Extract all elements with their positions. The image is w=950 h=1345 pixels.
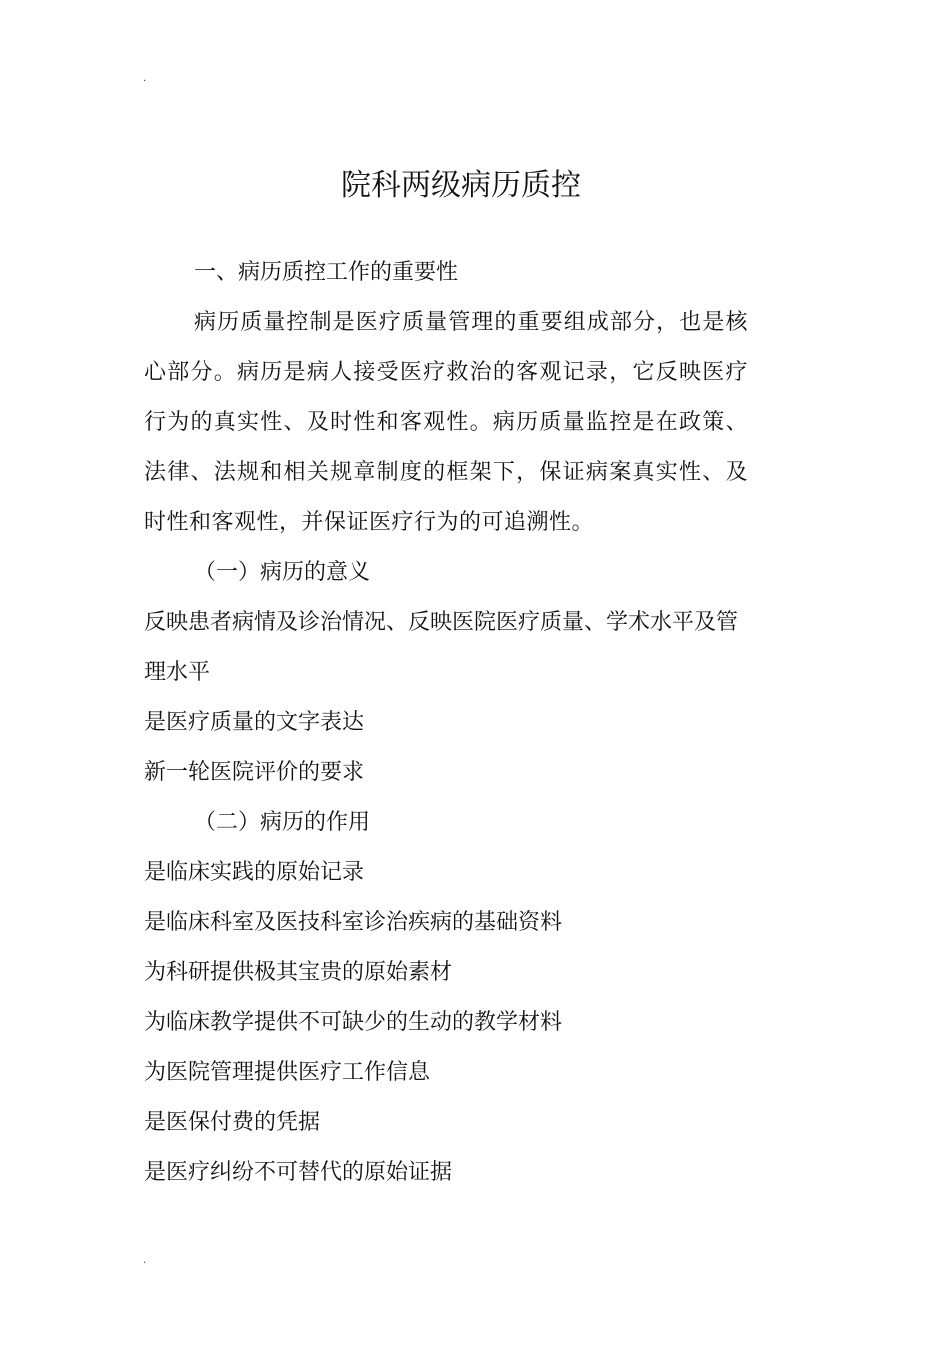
subsection-heading-meaning: （一）病历的意义 xyxy=(194,560,371,585)
list-item: 是医疗纠纷不可替代的原始证据 xyxy=(144,1160,453,1185)
page-marker-bottom: . xyxy=(143,1255,147,1266)
list-item: 为医院管理提供医疗工作信息 xyxy=(144,1060,431,1085)
document-title: 院科两级病历质控 xyxy=(341,168,581,203)
intro-paragraph: 病历质量控制是医疗质量管理的重要组成部分，也是核心部分。病历是病人接受医疗救治的客观记录，它反映医疗行为的真实性、及时性和客观性。病历质量监控是在政策、法律、法规和相关规章制度的框架下，保证病案真实性、及时性和客观性，并保证医疗行为的可追溯性。 xyxy=(144,310,748,535)
list-item: 是医保付费的凭据 xyxy=(144,1110,321,1135)
page-marker-top: . xyxy=(143,73,147,84)
subsection-heading-function: （二）病历的作用 xyxy=(194,810,371,835)
document-body xyxy=(144,248,748,1198)
list-item: 为临床教学提供不可缺少的生动的教学材料 xyxy=(144,1010,563,1035)
list-item: 是临床科室及医技科室诊治疾病的基础资料 xyxy=(144,910,563,935)
list-item: 反映患者病情及诊治情况、反映医院医疗质量、学术水平及管理水平 xyxy=(144,610,739,685)
list-item: 为科研提供极其宝贵的原始素材 xyxy=(144,960,453,985)
list-item: 新一轮医院评价的要求 xyxy=(144,760,365,785)
section-heading: 一、病历质控工作的重要性 xyxy=(194,260,459,285)
list-item: 是医疗质量的文字表达 xyxy=(144,710,365,735)
list-item: 是临床实践的原始记录 xyxy=(144,860,365,885)
